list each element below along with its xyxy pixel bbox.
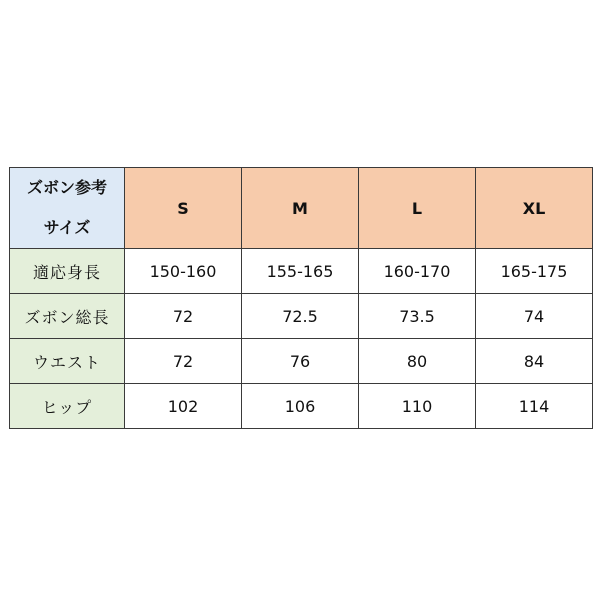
- corner-header-line2: サイズ: [43, 218, 91, 237]
- table-row-length: [10, 294, 593, 339]
- row-label-hip: ヒップ: [10, 384, 125, 429]
- table-row-height: [10, 249, 593, 294]
- table-cell: 155-165: [242, 249, 359, 294]
- table-cell: 72: [125, 294, 242, 339]
- size-header-m: M: [242, 168, 359, 249]
- table-cell: 160-170: [359, 249, 476, 294]
- row-label-length: ズボン総長: [10, 294, 125, 339]
- table-cell: 76: [242, 339, 359, 384]
- table-cell: 73.5: [359, 294, 476, 339]
- table-cell: 72: [125, 339, 242, 384]
- table-cell: 80: [359, 339, 476, 384]
- size-chart-table: [9, 167, 593, 429]
- table-row-waist: [10, 339, 593, 384]
- size-header-l: L: [359, 168, 476, 249]
- table-cell: 165-175: [476, 249, 593, 294]
- corner-header-line1: ズボン参考: [26, 178, 107, 197]
- size-header-xl: XL: [476, 168, 593, 249]
- table-cell: 102: [125, 384, 242, 429]
- table-row-hip: [10, 384, 593, 429]
- table-cell: 106: [242, 384, 359, 429]
- corner-header-cell: [10, 168, 125, 249]
- table-cell: 74: [476, 294, 593, 339]
- row-label-height: 適応身長: [10, 249, 125, 294]
- table-cell: 110: [359, 384, 476, 429]
- row-label-waist: ウエスト: [10, 339, 125, 384]
- table-cell: 114: [476, 384, 593, 429]
- table-cell: 150-160: [125, 249, 242, 294]
- table-cell: 72.5: [242, 294, 359, 339]
- size-header-row: [10, 168, 593, 249]
- table-cell: 84: [476, 339, 593, 384]
- size-header-s: S: [125, 168, 242, 249]
